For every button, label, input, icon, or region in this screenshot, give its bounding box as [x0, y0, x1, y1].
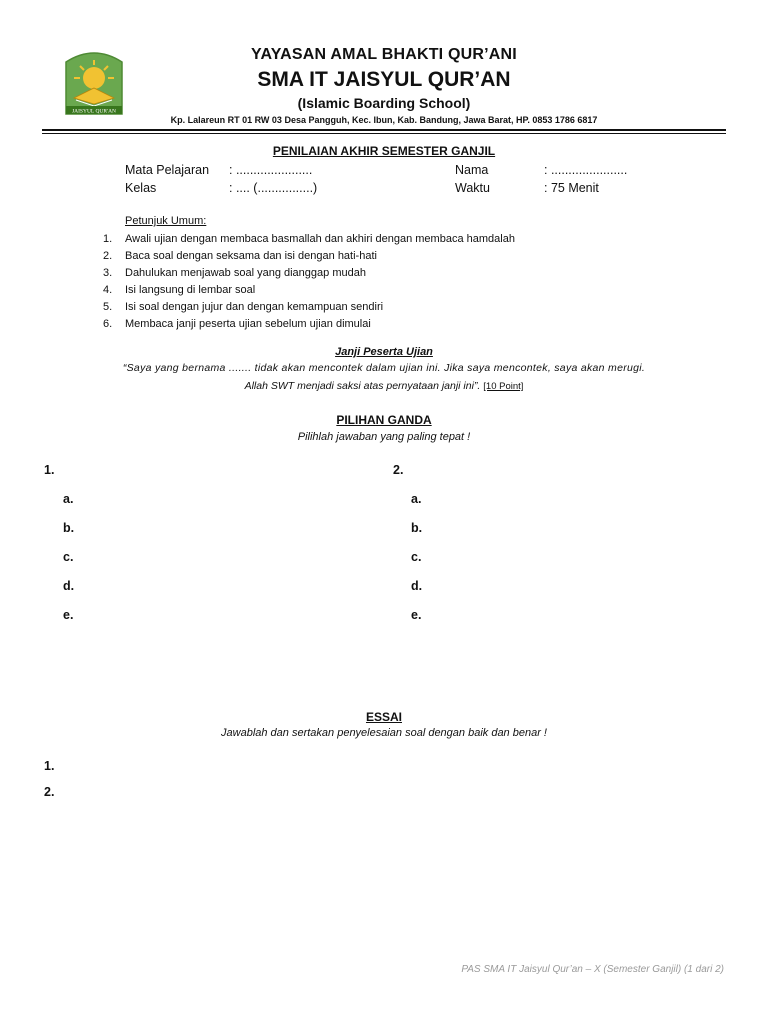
list-item-text: Isi soal dengan jujur dan dengan kemampuan sendiri	[125, 301, 384, 313]
class-field[interactable]: : .... (................)	[229, 181, 318, 195]
logo-text: JAISYUL QUR'AN	[71, 108, 117, 115]
list-item-text: Membaca janji peserta ujian sebelum ujian dimulai	[125, 318, 371, 330]
school-name: SMA IT JAISYUL QUR’AN	[257, 68, 511, 91]
option-label[interactable]: c.	[63, 550, 74, 564]
option-label[interactable]: b.	[63, 521, 75, 535]
option-label[interactable]: b.	[411, 521, 423, 535]
subject-label: Mata Pelajaran	[125, 163, 210, 177]
list-item-number: 5.	[103, 301, 113, 313]
time-value: : 75 Menit	[544, 181, 599, 195]
subject-field[interactable]: : ......................	[229, 163, 313, 177]
list-item-number: 2.	[103, 250, 113, 262]
list-item-text: Isi langsung di lembar soal	[125, 284, 256, 296]
list-item-number: 6.	[103, 318, 113, 330]
pledge-points: [10 Point]	[483, 381, 524, 392]
list-item-text: Baca soal dengan seksama dan isi dengan hati-hati	[125, 250, 377, 262]
pledge-text-line2-body: Allah SWT menjadi saksi atas pernyataan janji ini”.	[244, 380, 481, 392]
list-item-number: 3.	[103, 267, 113, 279]
exam-title: PENILAIAN AKHIR SEMESTER GANJIL	[272, 144, 496, 158]
option-label[interactable]: e.	[411, 608, 422, 622]
school-address: Kp. Lalareun RT 01 RW 03 Desa Pangguh, Kec. Ibun, Kab. Bandung, Jawa Barat, HP. 0853 1786 6817	[170, 115, 598, 125]
multiple-choice-title: PILIHAN GANDA	[336, 413, 432, 427]
list-item-number: 1.	[103, 233, 113, 245]
essay-instruction: Jawablah dan sertakan penyelesaian soal dengan baik dan benar !	[221, 727, 547, 739]
pledge-text-line2	[0, 380, 768, 392]
list-item-text: Dahulukan menjawab soal yang dianggap mudah	[125, 267, 366, 279]
option-label[interactable]: a.	[63, 492, 74, 506]
pledge-title: Janji Peserta Ujian	[335, 346, 433, 358]
option-label[interactable]: d.	[411, 579, 423, 593]
essay-question-number: 1.	[44, 759, 55, 773]
time-label: Waktu	[455, 181, 490, 195]
essay-question-number: 2.	[44, 785, 55, 799]
pledge-text-line1: “Saya yang bernama ....... tidak akan mencontek dalam ujian ini. Jika saya mencontek, saya akan merugi.	[122, 362, 646, 374]
class-label: Kelas	[125, 181, 157, 195]
option-label[interactable]: e.	[63, 608, 74, 622]
essay-title: ESSAI	[365, 710, 402, 724]
option-label[interactable]: a.	[411, 492, 422, 506]
page-footer: PAS SMA IT Jaisyul Qur’an – X (Semester Ganjil) (1 dari 2)	[461, 964, 724, 975]
list-item-text: Awali ujian dengan membaca basmallah dan akhiri dengan membaca hamdalah	[125, 233, 515, 245]
header-rule-thick	[42, 129, 726, 131]
name-label: Nama	[455, 163, 489, 177]
foundation-name: YAYASAN AMAL BHAKTI QUR’ANI	[251, 46, 517, 63]
option-label[interactable]: c.	[411, 550, 422, 564]
header-rule-thin	[42, 133, 726, 134]
question-number: 1.	[44, 463, 55, 477]
name-field[interactable]: : ......................	[544, 163, 628, 177]
option-label[interactable]: d.	[63, 579, 75, 593]
multiple-choice-instruction: Pilihlah jawaban yang paling tepat !	[297, 431, 471, 443]
list-item-number: 4.	[103, 284, 113, 296]
instructions-title: Petunjuk Umum:	[125, 215, 207, 227]
school-type: (Islamic Boarding School)	[297, 95, 471, 111]
question-number: 2.	[393, 463, 404, 477]
